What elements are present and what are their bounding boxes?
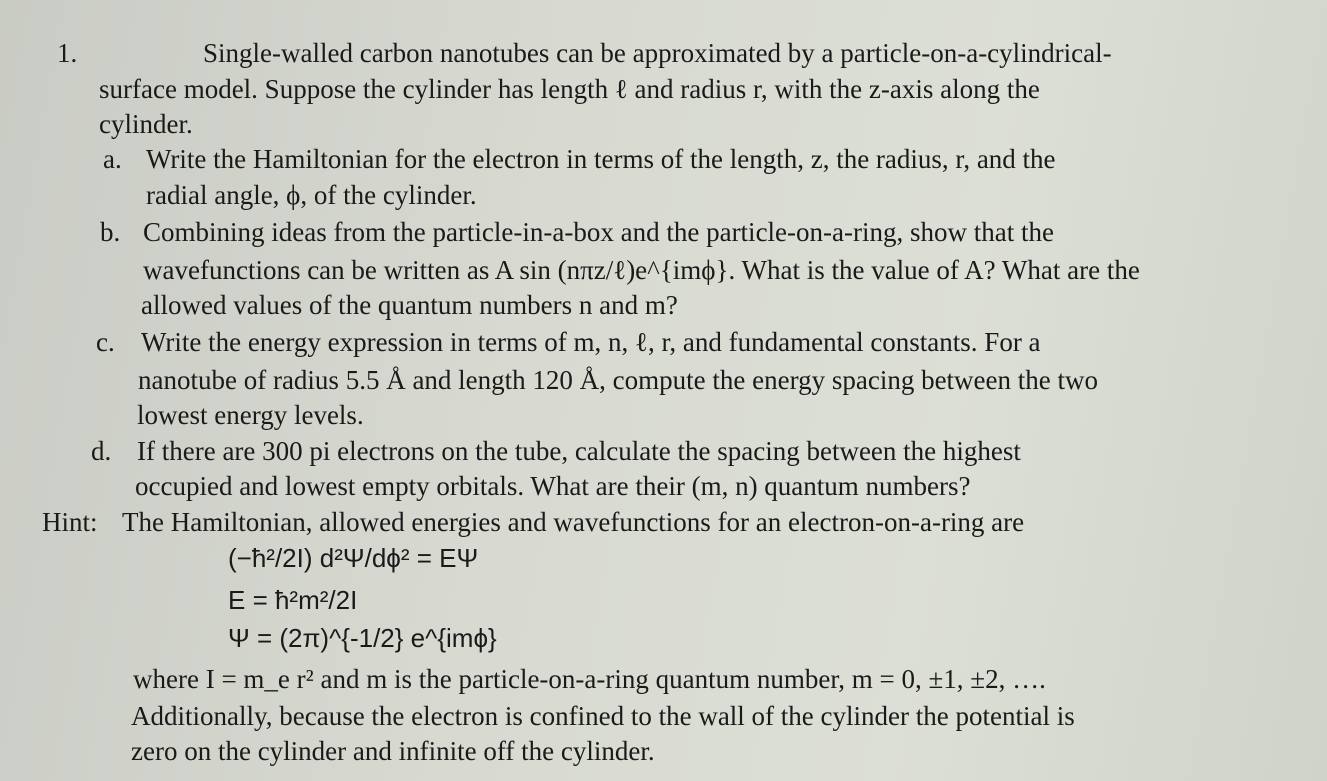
part-c-label: c. bbox=[96, 327, 115, 357]
equation-hamiltonian: (−ħ²/2I) d²Ψ/dϕ² = EΨ bbox=[228, 543, 479, 573]
part-d-line-2: occupied and lowest empty orbitals. What are their (m, n) quantum numbers? bbox=[135, 471, 971, 501]
part-b-line-2: wavefunctions can be written as A sin (nπz/ℓ)e^{imϕ}. What is the value of A? What are the bbox=[143, 255, 1140, 285]
hint-after-line-1: where I = m_e r² and m is the particle-on-a-ring quantum number, m = 0, ±1, ±2, …. bbox=[133, 664, 1046, 694]
hint-label: Hint: bbox=[42, 507, 98, 537]
part-d-line-1: If there are 300 pi electrons on the tube, calculate the spacing between the highest bbox=[137, 436, 1021, 466]
problem-number: 1. bbox=[57, 38, 78, 68]
part-a-label: a. bbox=[103, 144, 122, 174]
part-c-line-2: nanotube of radius 5.5 Å and length 120 Å, compute the energy spacing between the two bbox=[138, 365, 1099, 395]
hint-text: The Hamiltonian, allowed energies and wavefunctions for an electron-on-a-ring are bbox=[122, 507, 1025, 537]
part-b-label: b. bbox=[100, 217, 121, 247]
part-b-line-3: allowed values of the quantum numbers n and m? bbox=[141, 290, 678, 320]
part-c-line-3: lowest energy levels. bbox=[137, 400, 364, 430]
hint-after-line-2: Additionally, because the electron is confined to the wall of the cylinder the potential is bbox=[131, 701, 1075, 731]
part-a-line-1: Write the Hamiltonian for the electron in terms of the length, z, the radius, r, and the bbox=[146, 144, 1056, 174]
part-c-line-1: Write the energy expression in terms of m, n, ℓ, r, and fundamental constants. For a bbox=[141, 327, 1041, 357]
part-b-line-1: Combining ideas from the particle-in-a-box and the particle-on-a-ring, show that the bbox=[143, 217, 1054, 247]
equation-energy: E = ħ²m²/2I bbox=[228, 585, 358, 615]
intro-line-1: Single-walled carbon nanotubes can be approximated by a particle-on-a-cylindrical- bbox=[203, 38, 1112, 68]
part-a-line-2: radial angle, ϕ, of the cylinder. bbox=[146, 180, 477, 210]
hint-after-line-3: zero on the cylinder and infinite off the cylinder. bbox=[131, 736, 655, 766]
part-d-label: d. bbox=[91, 436, 112, 466]
intro-line-2: surface model. Suppose the cylinder has length ℓ and radius r, with the z-axis along the bbox=[99, 74, 1040, 104]
equation-wavefunction: Ψ = (2π)^{-1/2} e^{imϕ} bbox=[228, 623, 497, 653]
intro-line-3: cylinder. bbox=[99, 109, 193, 139]
